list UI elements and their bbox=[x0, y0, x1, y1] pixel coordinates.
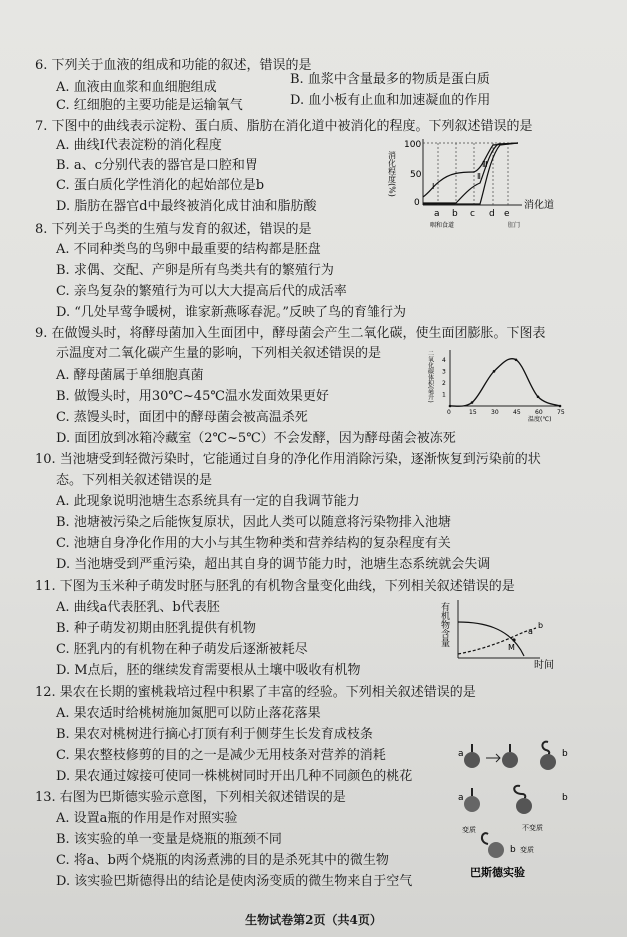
q9-xtick-label: 30 bbox=[491, 409, 499, 416]
q6-option-b: B. 血浆中含量最多的物质是蛋白质 bbox=[290, 72, 490, 87]
q7-curve-label-3: Ⅲ bbox=[482, 160, 488, 169]
q13-fig-spoiled: 变质 bbox=[462, 826, 476, 834]
q6-option-a: A. 血液由血浆和血细胞组成 bbox=[56, 80, 217, 95]
q9-option-c: C. 蒸馒头时，面团中的酵母菌会被高温杀死 bbox=[56, 410, 308, 425]
q9-data-point bbox=[537, 395, 540, 398]
q9-xtick-label: 45 bbox=[513, 409, 521, 416]
q7-fig-mouth-label: 咽和食道 bbox=[430, 222, 455, 229]
flask-a-bottom bbox=[464, 788, 480, 812]
q7-curve-2 bbox=[423, 143, 518, 203]
q7-stem: 7. 下图中的曲线表示淀粉、蛋白质、脂肪在消化道中被消化的程度。下列叙述错误的是 bbox=[35, 119, 533, 134]
q10-option-c: C. 池塘自身净化作用的大小与其生物种类和营养结构的复杂程度有关 bbox=[56, 536, 451, 551]
q11-option-c: C. 胚乳内的有机物在种子萌发后逐渐被耗尽 bbox=[56, 642, 308, 657]
q13-stem: 13. 右图为巴斯德实验示意图，下列相关叙述错误的是 bbox=[35, 790, 346, 805]
q9-xtick-label: 60 bbox=[535, 409, 543, 416]
q13-option-a: A. 设置a瓶的作用是作对照实验 bbox=[56, 811, 238, 826]
q6-stem: 6. 下列关于血液的组成和功能的叙述，错误的是 bbox=[35, 58, 312, 73]
q11-point-m bbox=[512, 638, 515, 641]
q9-chart-xlabel: 温度(℃) bbox=[528, 416, 552, 423]
q13-fig-not-spoiled: 不变质 bbox=[522, 824, 543, 832]
q13-fig-spoiled-2: 变质 bbox=[520, 846, 534, 854]
q10-option-d: D. 当池塘受到严重污染，超出其自身的调节能力时，池塘生态系统就会失调 bbox=[56, 557, 491, 572]
page-footer: 生物试卷第2页（共4页） bbox=[245, 913, 382, 927]
q7-fig-y100: 100 bbox=[404, 140, 422, 150]
q11-option-a: A. 曲线a代表胚乳、b代表胚 bbox=[56, 600, 220, 615]
q9-ytick-label: 1 bbox=[442, 391, 446, 399]
q7-option-b: B. a、c分别代表的器官是口腔和胃 bbox=[56, 158, 258, 173]
q8-option-b: B. 求偶、交配、产卵是所有鸟类共有的繁殖行为 bbox=[56, 263, 334, 278]
q7-fig-anus-label: 肛门 bbox=[508, 222, 521, 229]
q11-option-b: B. 种子萌发初期由胚乳提供有机物 bbox=[56, 621, 256, 636]
q13-fig-a2: a bbox=[458, 793, 464, 803]
q7-x-e: e bbox=[504, 209, 510, 219]
q7-option-c: C. 蛋白质化学性消化的起始部位是b bbox=[56, 178, 265, 193]
q8-option-c: C. 亲鸟复杂的繁殖行为可以大大提高后代的成活率 bbox=[56, 284, 347, 299]
q7-curve-label-1: Ⅰ bbox=[432, 182, 435, 191]
q9-data-point bbox=[471, 401, 474, 404]
flask-b-top bbox=[540, 742, 556, 770]
q9-data-point bbox=[515, 358, 518, 361]
q11-label-m: M bbox=[508, 643, 515, 652]
q8-stem: 8. 下列关于鸟类的生殖与发育的叙述，错误的是 bbox=[35, 222, 312, 237]
q13-fig-b3: b bbox=[510, 845, 516, 855]
q12-option-b: B. 果农对桃树进行摘心打顶有利于侧芽生长发育成枝条 bbox=[56, 727, 373, 742]
q7-x-d: d bbox=[489, 209, 495, 219]
q9-stem-line-1: 9. 在做馒头时，将酵母菌加入生面团中，酵母菌会产生二氧化碳，使生面团膨胀。下图表 bbox=[35, 326, 546, 341]
q9-option-d: D. 面团放到冰箱冷藏室（2℃~5℃）不会发酵，因为酵母菌会被冻死 bbox=[56, 431, 456, 446]
q10-stem-line-2: 态。下列相关叙述错误的是 bbox=[56, 473, 213, 488]
flask-a-top bbox=[464, 744, 480, 768]
q13-fig-b2: b bbox=[562, 793, 568, 803]
q9-stem-line-2: 示温度对二氧化碳产生量的影响，下列相关叙述错误的是 bbox=[56, 346, 382, 361]
q11-organic-content-figure bbox=[440, 598, 565, 670]
q12-option-c: C. 果农整枝修剪的目的之一是减少无用枝条对营养的消耗 bbox=[56, 748, 386, 763]
flask-b-bottom bbox=[482, 833, 504, 858]
q11-option-d: D. M点后，胚的继续发育需要根从土壤中吸收有机物 bbox=[56, 663, 361, 678]
q7-fig-ylabel: 消化程度(%) bbox=[387, 151, 397, 197]
q9-data-point bbox=[449, 405, 452, 408]
q9-option-b: B. 做馒头时，用30℃~45℃温水发面效果更好 bbox=[56, 389, 329, 404]
q6-option-c: C. 红细胞的主要功能是运输氧气 bbox=[56, 98, 243, 113]
q8-option-d: D. “几处早莺争暖树，谁家新燕啄春泥。”反映了鸟的育雏行为 bbox=[56, 305, 407, 320]
q7-curve-label-2: Ⅱ bbox=[477, 172, 481, 181]
flask-b-mid bbox=[514, 786, 532, 814]
q9-ytick-label: 3 bbox=[442, 368, 446, 376]
q12-option-d: D. 果农通过嫁接可使同一株桃树同时开出几种不同颜色的桃花 bbox=[56, 769, 413, 784]
q13-fig-a1: a bbox=[458, 749, 464, 759]
q8-option-a: A. 不同种类鸟的鸟卵中最重要的结构都是胚盘 bbox=[56, 242, 321, 257]
q9-xtick-label: 15 bbox=[469, 409, 477, 416]
q7-digestion-figure bbox=[387, 137, 570, 232]
q13-option-d: D. 该实验巴斯德得出的结论是使肉汤变质的微生物来自于空气 bbox=[56, 874, 413, 889]
q9-ytick-label: 2 bbox=[442, 379, 446, 387]
q11-fig-ylabel: 有机物含量 bbox=[439, 602, 449, 647]
q11-fig-xlabel: 时间 bbox=[534, 660, 554, 671]
q7-option-d: D. 脂肪在器官d中最终被消化成甘油和脂肪酸 bbox=[56, 199, 317, 214]
q11-stem: 11. 下图为玉米种子萌发时胚与胚乳的有机物含量变化曲线，下列相关叙述错误的是 bbox=[35, 579, 515, 594]
q7-x-b: b bbox=[452, 209, 458, 219]
q9-ytick-label: 4 bbox=[442, 356, 446, 364]
q7-x-c: c bbox=[470, 209, 475, 219]
q13-pasteur-experiment-figure bbox=[452, 738, 572, 883]
q10-stem-line-1: 10. 当池塘受到轻微污染时，它能通过自身的净化作用消除污染，逐渐恢复到污染前的状 bbox=[35, 452, 541, 467]
q9-option-a: A. 酵母菌属于单细胞真菌 bbox=[56, 368, 204, 383]
q13-option-b: B. 该实验的单一变量是烧瓶的瓶颈不同 bbox=[56, 832, 282, 847]
q12-stem: 12. 果农在长期的蜜桃栽培过程中积累了丰富的经验。下列相关叙述错误的是 bbox=[35, 685, 476, 700]
q9-co2-temperature-chart bbox=[428, 348, 578, 423]
q7-option-a: A. 曲线Ⅰ代表淀粉的消化程度 bbox=[56, 138, 222, 153]
q13-fig-caption: 巴斯德实验 bbox=[470, 866, 525, 879]
q11-label-a: a bbox=[528, 627, 533, 636]
q6-option-d: D. 血小板有止血和加速凝血的作用 bbox=[290, 93, 491, 108]
q13-fig-b1: b bbox=[562, 749, 568, 759]
q7-curve-3 bbox=[423, 143, 518, 204]
q12-option-a: A. 果农适时给桃树施加氮肥可以防止落花落果 bbox=[56, 706, 321, 721]
q10-option-a: A. 此现象说明池塘生态系统具有一定的自我调节能力 bbox=[56, 494, 360, 509]
q9-series-line bbox=[450, 359, 560, 407]
q9-data-point bbox=[559, 405, 562, 408]
q7-fig-y50: 50 bbox=[410, 170, 422, 180]
q10-option-b: B. 池塘被污染之后能恢复原状，因此人类可以随意将污染物排入池塘 bbox=[56, 515, 451, 530]
q7-fig-xlabel: 消化道 bbox=[524, 200, 554, 211]
q9-chart-ylabel: 二氧化碳体积(毫升) bbox=[426, 350, 434, 403]
q13-option-c: C. 将a、b两个烧瓶的肉汤煮沸的目的是杀死其中的微生物 bbox=[56, 853, 389, 868]
q7-x-a: a bbox=[434, 209, 440, 219]
flask-a-mid bbox=[502, 744, 518, 768]
q9-xtick-label: 75 bbox=[557, 409, 565, 416]
q7-fig-y0: 0 bbox=[414, 198, 420, 208]
q9-xtick-label: 0 bbox=[447, 409, 451, 416]
q11-curve-b bbox=[458, 628, 536, 654]
q9-data-point bbox=[493, 370, 496, 373]
q11-label-b: b bbox=[538, 621, 544, 630]
